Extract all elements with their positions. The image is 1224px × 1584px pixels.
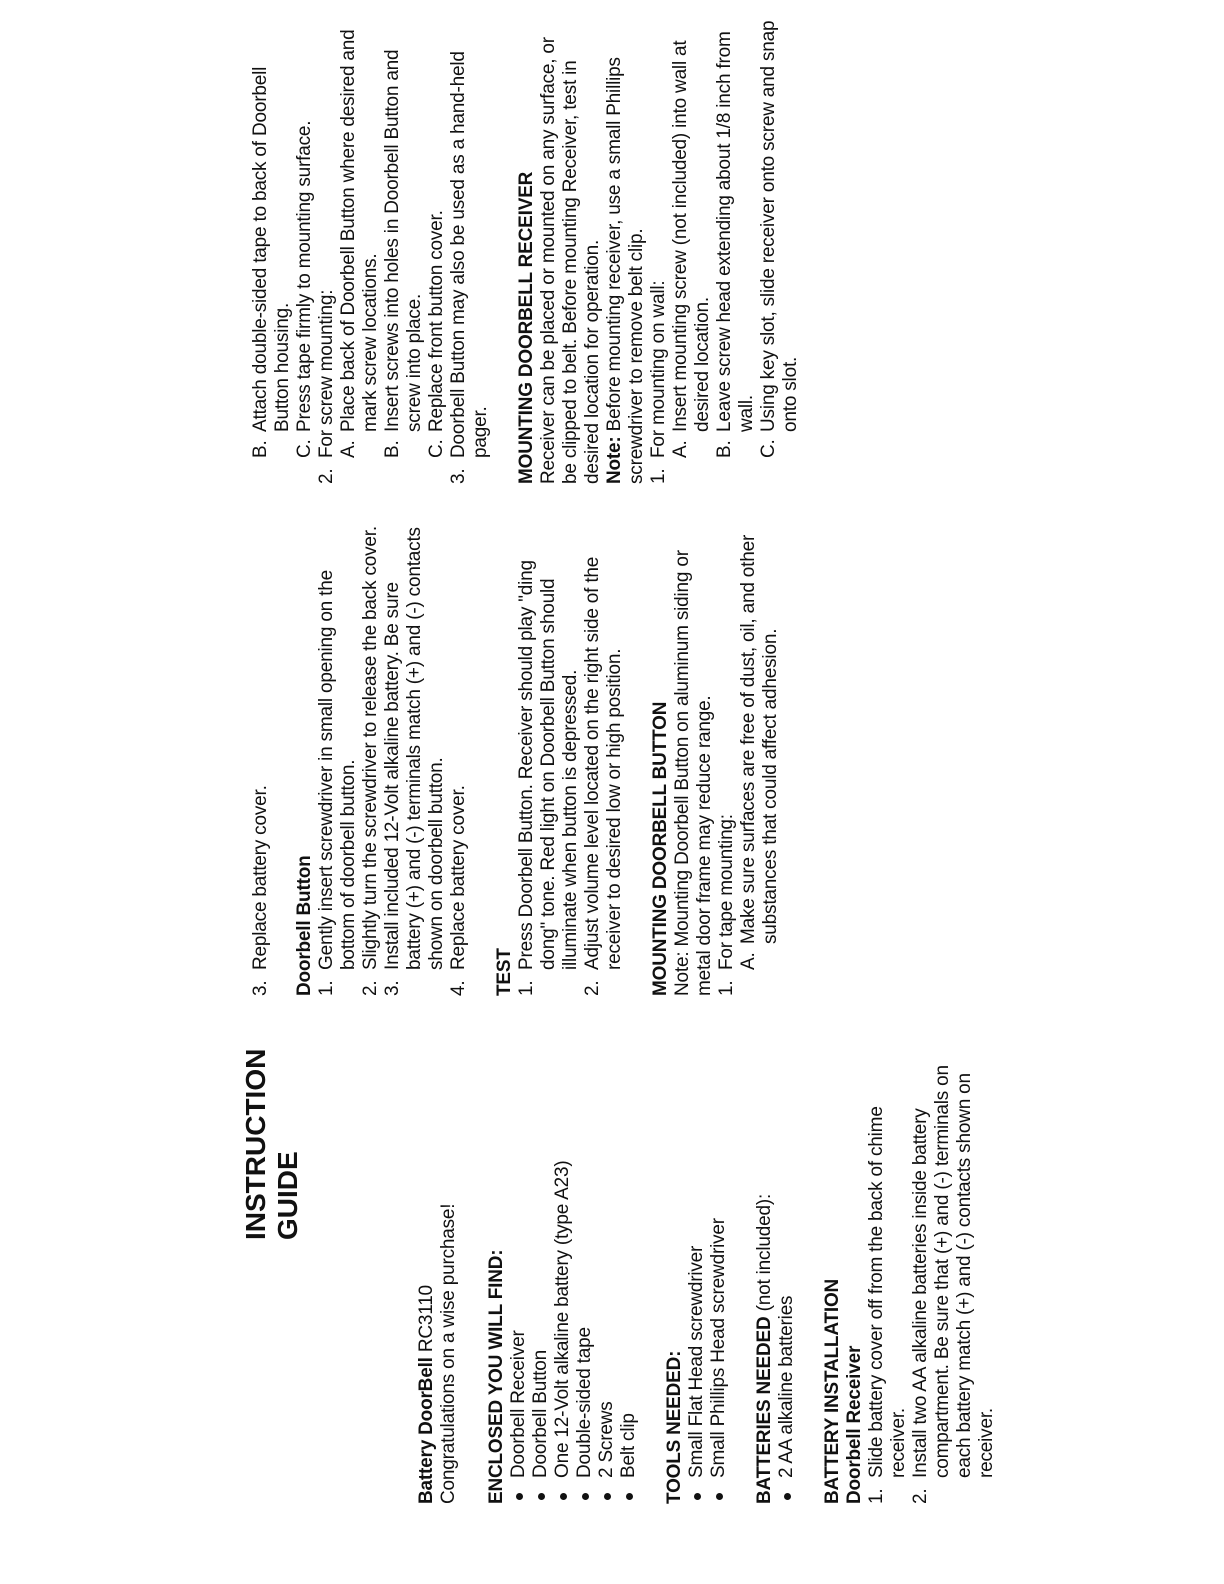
- step-text: Insert screws into holes in Doorbell Button and screw into place.: [382, 49, 425, 432]
- mount-receiver-intro: Receiver can be placed or mounted on any surface, or be clipped to belt. Before mounting Receiver, test in desired location for operation.: [538, 37, 603, 484]
- step-letter: B.: [382, 440, 403, 458]
- list-item: 2 Screws: [596, 1034, 618, 1504]
- mount-receiver-note: [604, 14, 648, 484]
- list-item: [382, 526, 448, 996]
- batteries-heading-line: [754, 1034, 776, 1504]
- list-item: [670, 14, 714, 458]
- step-text: Adjust volume level located on the right side of the receiver to desired low or high position.: [582, 556, 625, 970]
- column-1: [240, 1034, 998, 1504]
- column-3: [250, 14, 802, 484]
- list-item: Double-sided tape: [574, 1034, 596, 1504]
- installation-section: [822, 1034, 998, 1504]
- mount-button-continued: [250, 14, 492, 484]
- step-text: Using key slot, slide receiver onto screw and snap onto slot.: [758, 20, 801, 432]
- step-letter: C.: [758, 439, 779, 458]
- list-item: [426, 14, 448, 458]
- list-item: 1. For tape mounting:: [716, 526, 738, 996]
- step-number: 4.: [448, 980, 469, 996]
- step-text: Replace battery cover.: [250, 785, 271, 970]
- batteries-heading: BATTERIES NEEDED: [754, 1316, 775, 1504]
- intro-text: Congratulations on a wise purchase!: [438, 1203, 459, 1504]
- step-letter: A.: [738, 952, 759, 970]
- step-text: Attach double-sided tape to back of Doorbell Button housing.: [250, 66, 293, 432]
- list-item: Doorbell Button: [530, 1034, 552, 1504]
- step-letter: C.: [294, 439, 315, 458]
- step-text: Replace front button cover.: [426, 210, 447, 432]
- list-item: One 12-Volt alkaline battery (type A23): [552, 1034, 574, 1504]
- step-number: 3.: [250, 980, 271, 996]
- mount-receiver-section: [516, 14, 802, 484]
- list-item: [582, 526, 626, 996]
- list-item: Small Phillips Head screwdriver: [708, 1034, 730, 1504]
- button-battery-section: [294, 526, 470, 996]
- model-line: [416, 1034, 460, 1504]
- step-number: 1.: [516, 980, 537, 996]
- list-item: [294, 14, 316, 458]
- step-number: 2.: [582, 980, 603, 996]
- step-letter: A.: [670, 440, 691, 458]
- step-text: Install included 12-Volt alkaline battery. Be sure battery (+) and (-) terminals match (+) and (-) contacts shown on doorbell button.: [382, 527, 447, 970]
- receiver-subheading: Doorbell Receiver: [844, 1345, 865, 1504]
- enclosed-heading: ENCLOSED YOU WILL FIND:: [486, 1249, 507, 1504]
- step-text: For screw mounting:: [316, 289, 337, 458]
- enclosed-section: [486, 1034, 640, 1504]
- batteries-section: [754, 1034, 798, 1504]
- note-text: Before mounting receiver, use a small Phillips screwdriver to remove belt clip.: [604, 57, 647, 484]
- step-number: 1.: [316, 980, 337, 996]
- list-item: [866, 1034, 910, 1504]
- list-item: 2 AA alkaline batteries: [776, 1034, 798, 1504]
- list-item: [738, 526, 782, 970]
- column-2: [250, 526, 782, 996]
- list-item: Small Flat Head screwdriver: [686, 1034, 708, 1504]
- batteries-note: (not included):: [754, 1193, 775, 1312]
- list-item: Doorbell Receiver: [508, 1034, 530, 1504]
- tools-section: [664, 1034, 730, 1504]
- step-text: Slightly turn the screwdriver to release the back cover.: [360, 526, 381, 970]
- step-number: 2.: [360, 980, 381, 996]
- step-text: Make sure surfaces are free of dust, oil, and other substances that could affect adhesion.: [738, 534, 781, 944]
- test-section: [494, 526, 626, 996]
- list-item: [250, 14, 294, 458]
- mount-button-note: Note: Mounting Doorbell Button on aluminum siding or metal door frame may reduce range.: [672, 550, 715, 996]
- page-title: INSTRUCTION GUIDE: [240, 1048, 303, 1240]
- step-text: Leave screw head extending about 1/8 inch from wall.: [714, 31, 757, 432]
- note-label: Note:: [604, 436, 625, 484]
- step-letter: B.: [714, 440, 735, 458]
- step-text: Gently insert screwdriver in small opening on the bottom of doorbell button.: [316, 570, 359, 970]
- list-item: Belt clip: [618, 1034, 640, 1504]
- step-letter: B.: [250, 440, 271, 458]
- list-item: [250, 526, 272, 996]
- installation-heading: BATTERY INSTALLATION: [822, 1278, 843, 1504]
- list-item: [910, 1034, 998, 1504]
- list-item: 3. Doorbell Button may also be used as a hand-held pager.: [448, 14, 492, 484]
- list-item: [382, 14, 426, 458]
- mount-button-section: [650, 526, 782, 996]
- list-item: 1. For mounting on wall:: [648, 14, 670, 484]
- step-number: 3.: [382, 980, 403, 996]
- list-item: [448, 526, 470, 996]
- test-heading: TEST: [494, 948, 515, 996]
- step-number: 2.: [910, 1488, 931, 1504]
- step-text: Install two AA alkaline batteries inside battery compartment. Be sure that (+) and (-) terminals on each battery match (+) and (-) contacts shown on receiver.: [910, 1065, 997, 1478]
- step-text: For tape mounting:: [716, 814, 737, 970]
- button-subheading: Doorbell Button: [294, 855, 315, 996]
- step-number: 1.: [866, 1488, 887, 1504]
- step-text: For mounting on wall:: [648, 280, 669, 458]
- mount-button-heading: MOUNTING DOORBELL BUTTON: [650, 701, 671, 996]
- list-item: [338, 14, 382, 458]
- list-item: [758, 14, 802, 458]
- list-item: 2. For screw mounting:: [316, 14, 338, 484]
- model-name: Battery DoorBell: [416, 1357, 437, 1504]
- list-item: [714, 14, 758, 458]
- mount-receiver-heading: MOUNTING DOORBELL RECEIVER: [516, 171, 537, 484]
- tools-heading: TOOLS NEEDED:: [664, 1350, 685, 1504]
- step-text: Press tape firmly to mounting surface.: [294, 120, 315, 432]
- step-text: Place back of Doorbell Button where desired and mark screw locations.: [338, 29, 381, 432]
- list-item: [516, 526, 582, 996]
- model-code: RC3110: [416, 1285, 437, 1353]
- step-letter: A.: [338, 440, 359, 458]
- step-text: Insert mounting screw (not included) into wall at desired location.: [670, 40, 713, 432]
- step-letter: C.: [426, 439, 447, 458]
- step-text: Slide battery cover off from the back of chime receiver.: [866, 1106, 909, 1478]
- list-item: [316, 526, 360, 996]
- step-text: Replace battery cover.: [448, 785, 469, 970]
- step-text: Press Doorbell Button. Receiver should play "ding dong" tone. Red light on Doorbell Button should illuminate when button is depressed.: [516, 560, 581, 970]
- step-text: Doorbell Button may also be used as a hand-held pager.: [448, 51, 491, 458]
- list-item: [360, 526, 382, 996]
